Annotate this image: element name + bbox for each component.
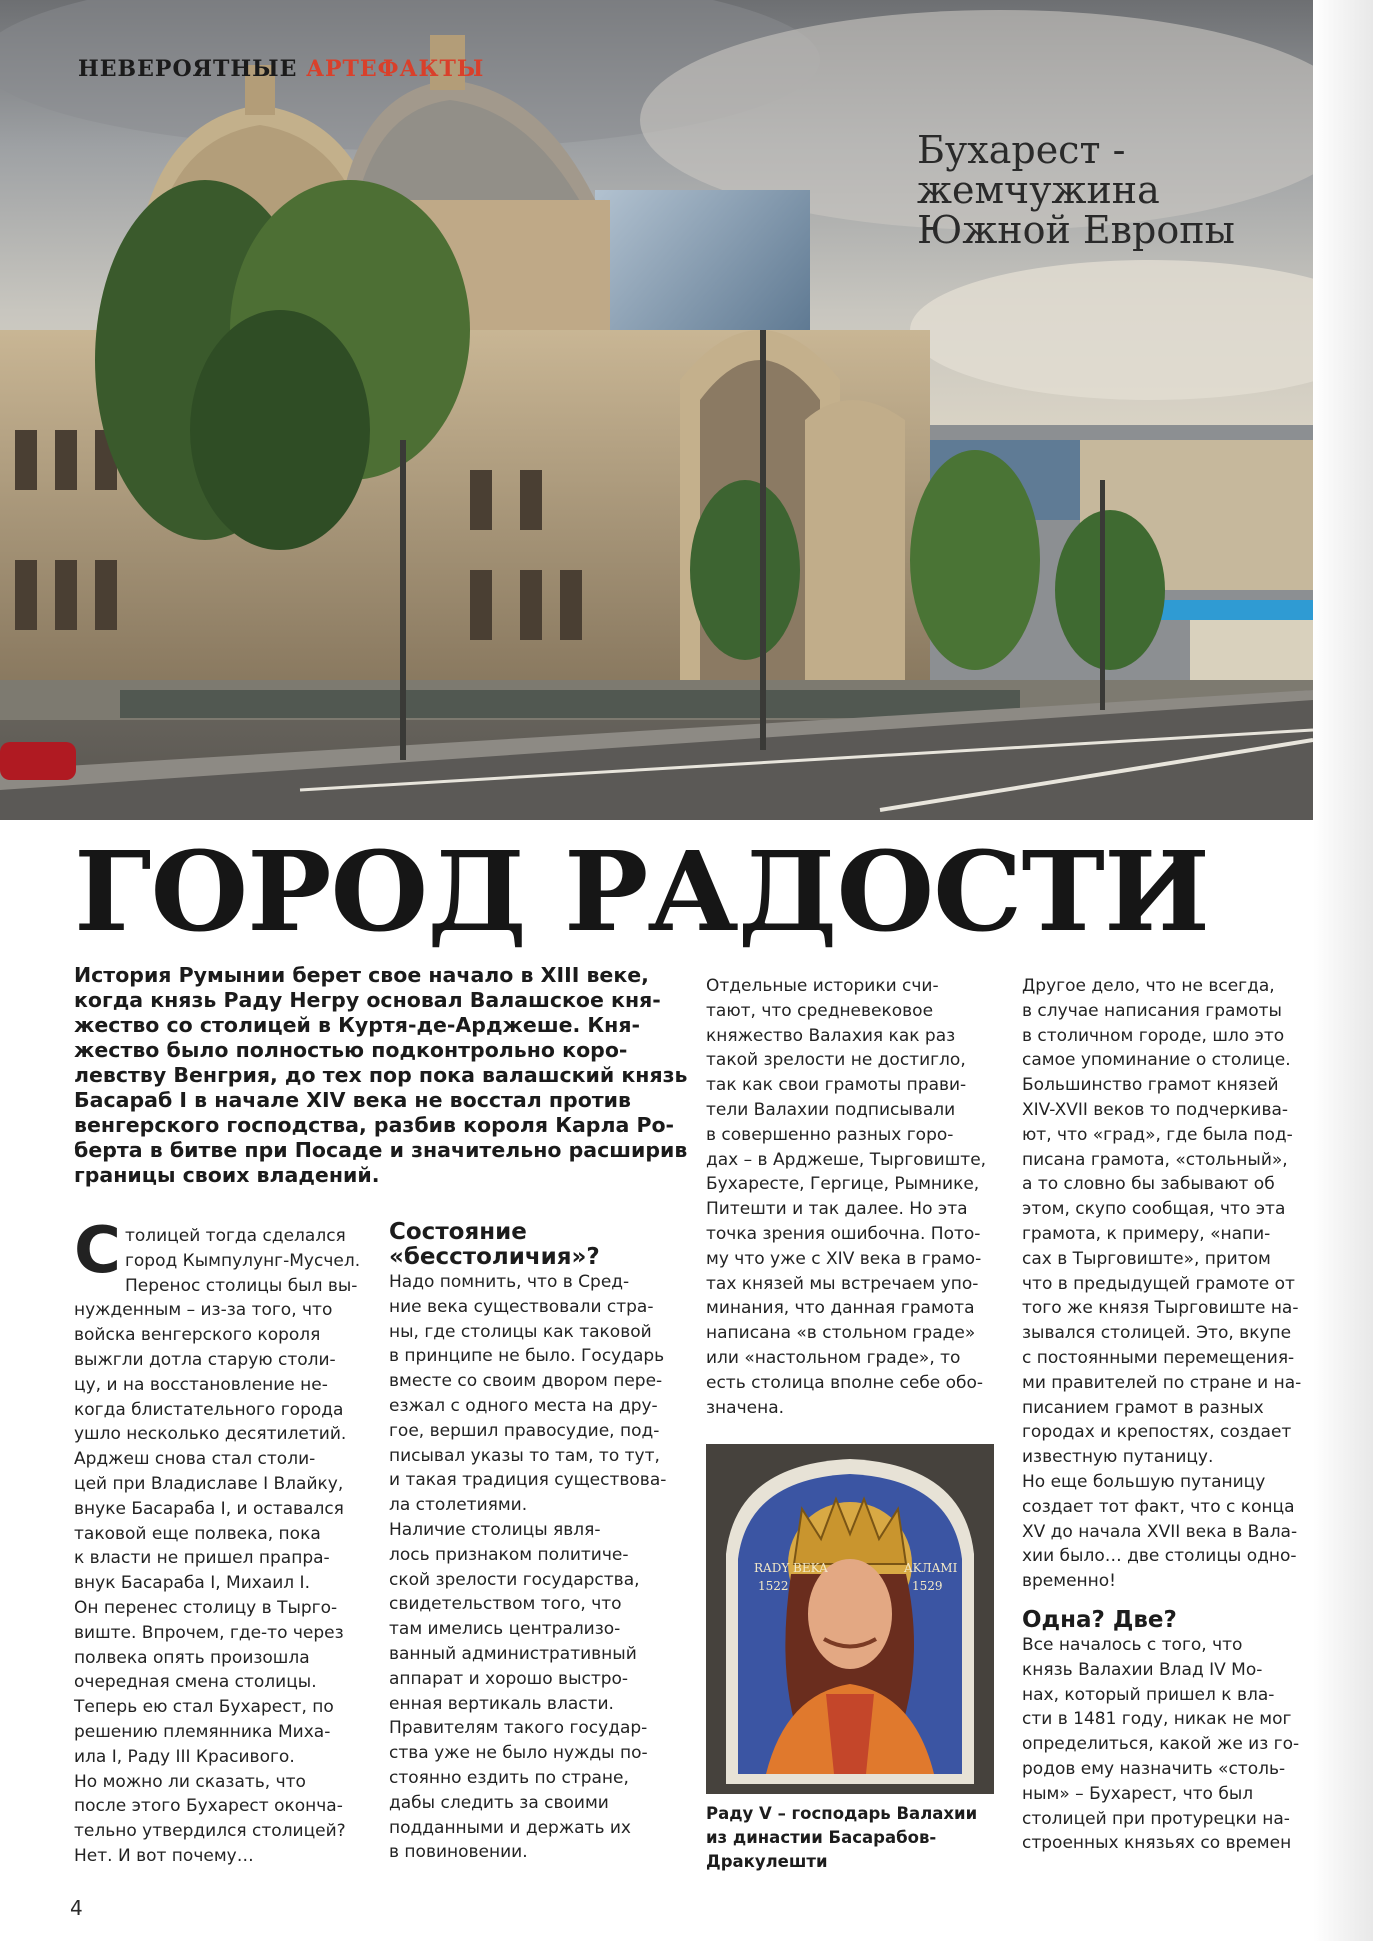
- section-rubric: [78, 56, 484, 82]
- article-headline: ГОРОД РАДОСТИ: [74, 827, 1209, 956]
- text-line: ила I, Раду III Красивого.: [74, 1746, 295, 1767]
- text-line: дабы следить за своими: [389, 1792, 609, 1813]
- text-line: определиться, какой же из го-: [1022, 1734, 1300, 1755]
- text-line: Арджеш снова стал столи-: [74, 1449, 316, 1470]
- text-line: известную путаницу.: [1022, 1447, 1214, 1468]
- text-line: лось признаком политиче-: [389, 1544, 629, 1565]
- text-line: Нет. И вот почему…: [74, 1845, 254, 1866]
- subhead-one-two: Одна? Две?: [1022, 1606, 1177, 1633]
- page-number: 4: [70, 1896, 83, 1920]
- subhead-line: «бесстоличия»?: [389, 1244, 600, 1270]
- text-line: му что уже с XIV века в грамо-: [706, 1248, 982, 1269]
- text-line: городах и крепостях, создает: [1022, 1422, 1292, 1443]
- text-line: XIV-XVII веков то подчеркива-: [1022, 1099, 1289, 1120]
- text-line: цей при Владиславе I Влайку,: [74, 1473, 344, 1494]
- article-column-1: [74, 1214, 364, 1869]
- text-line: самое упоминание о столице.: [1022, 1050, 1291, 1071]
- image-caption: [706, 1802, 1006, 1874]
- text-line: ской зрелости государства,: [389, 1569, 640, 1590]
- text-line: тают, что средневековое: [706, 1000, 934, 1021]
- text-line: виште. Впрочем, где-то через: [74, 1622, 344, 1643]
- text-line: тельно утвердился столицей?: [74, 1821, 346, 1842]
- text-line: такой зрелости не достигло,: [706, 1050, 966, 1071]
- text-line: Бухаресте, Гергице, Рымнике,: [706, 1174, 980, 1195]
- lead-line: левству Венгрия, до тех пор пока валашский князь: [74, 1063, 688, 1087]
- column-4-text: [1022, 974, 1312, 1594]
- text-line: подданными и держать их: [389, 1817, 631, 1838]
- text-line: этом, скупо сообщая, что эта: [1022, 1199, 1286, 1220]
- text-line: там имелись централизо-: [389, 1619, 621, 1640]
- text-line: Отдельные историки счи-: [706, 976, 939, 996]
- text-line: тели Валахии подписывали: [706, 1099, 956, 1120]
- subtitle-line: жемчужина: [917, 168, 1160, 212]
- text-line: князь Валахии Влад IV Мо-: [1022, 1659, 1263, 1680]
- text-line: дах – в Арджеше, Тырговиште,: [706, 1149, 987, 1170]
- text-line: решению племянника Миха-: [74, 1721, 331, 1742]
- article-lead: [74, 963, 688, 1188]
- hero-photo: [0, 0, 1313, 820]
- article-column-3: [706, 974, 996, 1420]
- lead-line: жество было полностью подконтрольно коро-: [74, 1038, 628, 1062]
- text-line: Правителям такого государ-: [389, 1718, 648, 1739]
- text-line: цу, и на восстановление не-: [74, 1374, 328, 1395]
- text-line: сах в Тырговиште», притом: [1022, 1248, 1271, 1269]
- text-line: того же князя Тырговиште на-: [1022, 1298, 1299, 1319]
- text-line: ным» – Бухарест, что был: [1022, 1783, 1254, 1804]
- text-line: езжал с одного места на дру-: [389, 1395, 658, 1416]
- text-line: выжгли дотла старую столи-: [74, 1349, 336, 1370]
- icon-left-year: 1522: [758, 1579, 789, 1593]
- text-line: а то словно бы забывают об: [1022, 1174, 1275, 1195]
- subhead-capital-status: [389, 1220, 679, 1270]
- text-line: значена.: [706, 1397, 785, 1418]
- text-line: в случае написания грамоты: [1022, 1000, 1282, 1021]
- text-line: очередная смена столицы.: [74, 1672, 317, 1693]
- text-line: Все началось с того, что: [1022, 1634, 1243, 1655]
- text-line: нах, который пришел к вла-: [1022, 1684, 1275, 1705]
- text-line: или «настольном граде», то: [706, 1347, 961, 1368]
- text-line: Но можно ли сказать, что: [74, 1771, 306, 1792]
- article-column-2: [389, 1220, 679, 1865]
- rubric-part1: НЕВЕРОЯТНЫЕ: [78, 56, 298, 82]
- text-line: Наличие столицы явля-: [389, 1519, 601, 1540]
- radu-v-portrait: [706, 1444, 994, 1794]
- text-line: грамота, к примеру, «напи-: [1022, 1223, 1271, 1244]
- text-line: Он перенес столицу в Тырго-: [74, 1597, 338, 1618]
- text-line: ства уже не было нужды по-: [389, 1743, 648, 1764]
- lead-line: берта в битве при Посаде и значительно расширив: [74, 1138, 688, 1162]
- text-line: ушло несколько десятилетий.: [74, 1424, 347, 1445]
- page-edge-shadow: [1313, 0, 1373, 1941]
- text-line: город Кымпулунг-Мусчел.: [124, 1250, 361, 1271]
- text-line: Питешти и так далее. Но эта: [706, 1199, 968, 1220]
- column-3-text: [706, 974, 996, 1420]
- text-line: Большинство грамот князей: [1022, 1075, 1279, 1096]
- text-line: вместе со своим двором пере-: [389, 1371, 663, 1392]
- hero-subtitle: [917, 130, 1277, 250]
- text-line: к власти не пришел прапра-: [74, 1548, 330, 1569]
- text-line: Надо помнить, что в Сред-: [389, 1272, 630, 1292]
- text-line: свидетельством того, что: [389, 1594, 622, 1615]
- radu-v-icon-photo: [706, 1444, 994, 1794]
- lead-line: венгерского господства, разбив короля Карла Ро-: [74, 1113, 675, 1137]
- column-1-text: [74, 1214, 364, 1869]
- column-4-text-continued: [1022, 1633, 1312, 1856]
- lead-line: жество со столицей в Куртя-де-Арджеше. Кня-: [74, 1013, 641, 1037]
- text-line: в принципе не было. Государь: [389, 1346, 665, 1367]
- text-line: аппарат и хорошо выстро-: [389, 1668, 629, 1689]
- icon-right-name: AKЛAMI: [904, 1561, 958, 1575]
- text-line: ют, что «град», где была под-: [1022, 1124, 1293, 1145]
- article-column-4: [1022, 974, 1312, 1856]
- text-line: с постоянными перемещения-: [1022, 1347, 1295, 1368]
- caption-line: Раду V – господарь Валахии: [706, 1804, 978, 1823]
- text-line: ми правителей по стране и на-: [1022, 1372, 1302, 1393]
- text-line: что в предыдущей грамоте от: [1022, 1273, 1295, 1294]
- text-line: нужденным – из-за того, что: [74, 1300, 333, 1321]
- text-line: таковой еще полвека, пока: [74, 1523, 321, 1544]
- subhead-line: Состояние: [389, 1219, 527, 1245]
- hero-illustration: [0, 0, 1313, 820]
- text-line: в совершенно разных горо-: [706, 1124, 954, 1145]
- text-line: столицей при протурецки на-: [1022, 1808, 1290, 1829]
- subtitle-line: Южной Европы: [917, 208, 1235, 252]
- text-line: хии было… две столицы одно-: [1022, 1546, 1297, 1567]
- text-line: точка зрения ошибочна. Пото-: [706, 1223, 981, 1244]
- text-line: в повиновении.: [389, 1842, 528, 1863]
- text-line: написана «в стольном граде»: [706, 1323, 976, 1344]
- text-line: ла столетиями.: [389, 1495, 528, 1516]
- rubric-part2: АРТЕФАКТЫ: [306, 56, 485, 82]
- text-line: создает тот факт, что с конца: [1022, 1496, 1295, 1517]
- text-line: внук Басараба I, Михаил I.: [74, 1573, 310, 1594]
- column-2-text: [389, 1270, 679, 1865]
- text-line: внуке Басараба I, и оставался: [74, 1498, 344, 1519]
- text-line: Перенос столицы был вы-: [124, 1275, 358, 1296]
- text-line: ние века существовали стра-: [389, 1296, 654, 1317]
- text-line: ны, где столицы как таковой: [389, 1321, 652, 1342]
- text-line: стоянно ездить по стране,: [389, 1767, 629, 1788]
- subtitle-line: Бухарест -: [917, 128, 1126, 172]
- icon-left-name: RADY BEKA: [754, 1561, 828, 1575]
- caption-line: из династии Басарабов-: [706, 1828, 937, 1847]
- text-line: Теперь ею стал Бухарест, по: [74, 1697, 334, 1718]
- text-line: толицей тогда сделался: [124, 1226, 346, 1246]
- text-line: Другое дело, что не всегда,: [1022, 976, 1275, 996]
- text-line: полвека опять произошла: [74, 1647, 310, 1668]
- lead-line: Басараб I в начале XIV века не восстал против: [74, 1088, 632, 1112]
- icon-right-year: 1529: [912, 1579, 943, 1593]
- text-line: енная вертикаль власти.: [389, 1693, 614, 1714]
- lead-line: когда князь Раду Негру основал Валашское кня-: [74, 988, 661, 1012]
- lead-line: История Румынии берет свое начало в XIII веке,: [74, 963, 649, 987]
- drop-cap: С: [74, 1214, 121, 1288]
- text-line: так как свои грамоты прави-: [706, 1075, 967, 1096]
- text-line: строенных князьях со времен: [1022, 1833, 1292, 1854]
- text-line: временно!: [1022, 1571, 1116, 1592]
- text-line: писана грамота, «стольный»,: [1022, 1149, 1288, 1170]
- text-line: XV до начала XVII века в Вала-: [1022, 1521, 1298, 1542]
- caption-line: Дракулешти: [706, 1852, 828, 1871]
- text-line: Но еще большую путаницу: [1022, 1471, 1266, 1492]
- text-line: родов ему назначить «столь-: [1022, 1758, 1286, 1779]
- text-line: есть столица вполне себе обо-: [706, 1372, 984, 1393]
- text-line: сти в 1481 году, никак не мог: [1022, 1709, 1292, 1730]
- text-line: ванный административный: [389, 1643, 637, 1664]
- text-line: и такая традиция существова-: [389, 1470, 667, 1491]
- text-line: тах князей мы встречаем упо-: [706, 1273, 979, 1294]
- text-line: гое, вершил правосудие, под-: [389, 1420, 660, 1441]
- text-line: когда блистательного города: [74, 1399, 344, 1420]
- text-line: в столичном городе, шло это: [1022, 1025, 1285, 1046]
- lead-line: границы своих владений.: [74, 1163, 380, 1187]
- text-line: войска венгерского короля: [74, 1325, 321, 1346]
- text-line: минания, что данная грамота: [706, 1298, 975, 1319]
- text-line: писывал указы то там, то тут,: [389, 1445, 660, 1466]
- text-line: писанием грамот в разных: [1022, 1397, 1264, 1418]
- text-line: после этого Бухарест оконча-: [74, 1796, 343, 1817]
- text-line: зывался столицей. Это, вкупе: [1022, 1323, 1292, 1344]
- text-line: княжество Валахия как раз: [706, 1025, 956, 1046]
